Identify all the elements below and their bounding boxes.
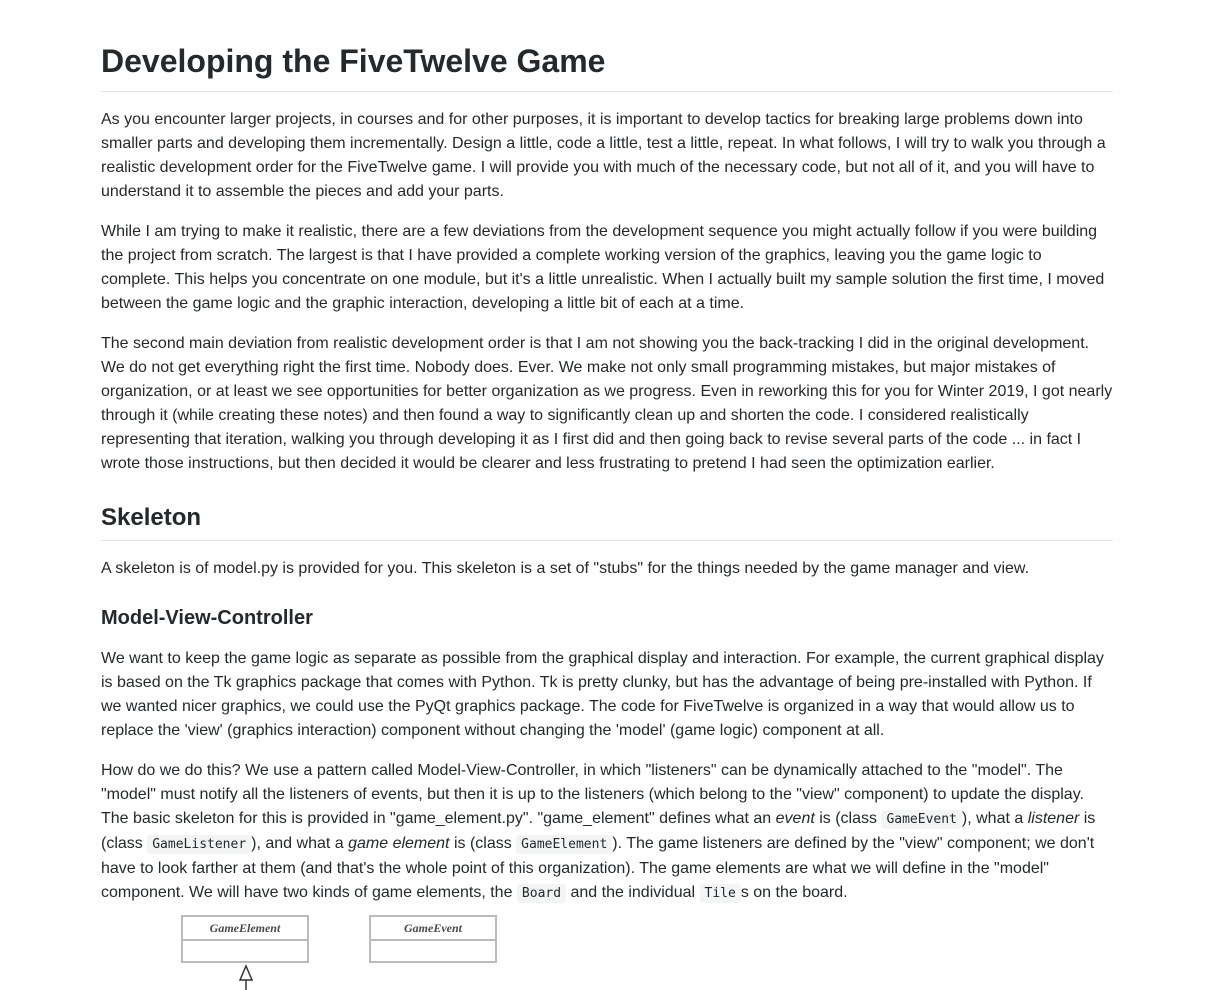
text-run: is (class (449, 835, 517, 852)
text-run: ), what a (961, 810, 1028, 827)
mvc-paragraph-2 (101, 759, 1113, 906)
intro-paragraph-2: While I am trying to make it realistic, there are a few deviations from the development sequence you might actually follow if you were building the project from scratch. The largest is that I have provided a complete working version of the graphics, leaving you the game logic to complete. This helps you concentrate on one module, but it's a little unrealistic. When I actually built my sample solution the first time, I moved between the game logic and the graphic interaction, developing a little bit of each at a time. (101, 223, 1105, 312)
text-run: ). The game listeners are defined by the "view" component; we don't have to look farther at them (and that's the whole point of this organization). The game elements are what we will define in the "model" component. We will have two kinds of game elements, the (101, 835, 1095, 901)
mvc-paragraph-1: We want to keep the game logic as separate as possible from the graphical display and interaction. For example, the current graphical display is based on the Tk graphics package that comes with Python. Tk is pretty clunky, but has the advantage of being pre-installed with Python. If we wanted nicer graphics, we could use the PyQt graphics package. The code for FiveTwelve is organized in a way that would allow us to replace the 'view' (graphics interaction) component without changing the 'model' (game logic) component at all. (101, 650, 1104, 739)
text-run: and the individual (566, 884, 700, 901)
code-tile: Tile (700, 884, 741, 903)
inheritance-arrow-icon (236, 964, 256, 990)
intro-paragraph-3: The second main deviation from realistic development order is that I am not showing you the back-tracking I did in the original development. We do not get everything right the first time. Nobody does. Ever. We make not only small programming mistakes, but major mistakes of organization, or at least we see opportunities for better organization as we progress. Even in reworking this for you for Winter 2019, I got nearly through it (while creating these notes) and then found a way to significantly clean up and shorten the code. I considered realistically representing that iteration, walking you through developing it as I first did and then going back to revise several parts of the code ... in fact I wrote those instructions, but then decided it would be clearer and less frustrating to pretend I had seen the optimization earlier. (101, 335, 1113, 472)
text-run: ), and what a (251, 835, 349, 852)
text-run: s on the board. (740, 884, 848, 901)
uml-class-gameevent (369, 915, 497, 963)
emphasis-game-element: game element (348, 835, 450, 852)
code-gameelement: GameElement (516, 835, 612, 854)
emphasis-event: event (775, 810, 815, 827)
mvc-heading: Model-View-Controller (101, 607, 313, 629)
code-gameevent: GameEvent (881, 810, 961, 829)
emphasis-listener: listener (1027, 810, 1080, 827)
text-run: is (class (101, 810, 1096, 852)
code-board: Board (517, 884, 566, 903)
skeleton-heading: Skeleton (101, 503, 1113, 541)
uml-class-title: GameEvent (371, 917, 495, 941)
text-run: How do we do this? We use a pattern called Model-View-Controller, in which "listeners" can be dynamically attached to the "model". The "model" must notify all the listeners of events, but then it is up to the listeners (which belong to the "view" component) to update the display. The basic skeleton for this is provided in "game_element.py". "game_element" defines what an (101, 762, 1084, 827)
skeleton-paragraph: A skeleton is of model.py is provided for you. This skeleton is a set of "stubs" for the things needed by the game manager and view. (101, 560, 1030, 577)
uml-class-title: GameElement (183, 917, 307, 941)
page-title: Developing the FiveTwelve Game (101, 0, 1113, 92)
text-run: is (class (814, 810, 882, 827)
uml-class-gameelement (181, 915, 309, 963)
intro-paragraph-1: As you encounter larger projects, in courses and for other purposes, it is important to develop tactics for breaking large problems down into smaller parts and developing them incrementally. Design a little, code a little, test a little, repeat. In what follows, I will try to walk you through a realistic development order for the FiveTwelve game. I will provide you with much of the necessary code, but not all of it, and you will have to understand it to assemble the pieces and add your parts. (101, 111, 1106, 200)
article (101, 0, 1113, 906)
code-gamelistener: GameListener (147, 835, 251, 854)
